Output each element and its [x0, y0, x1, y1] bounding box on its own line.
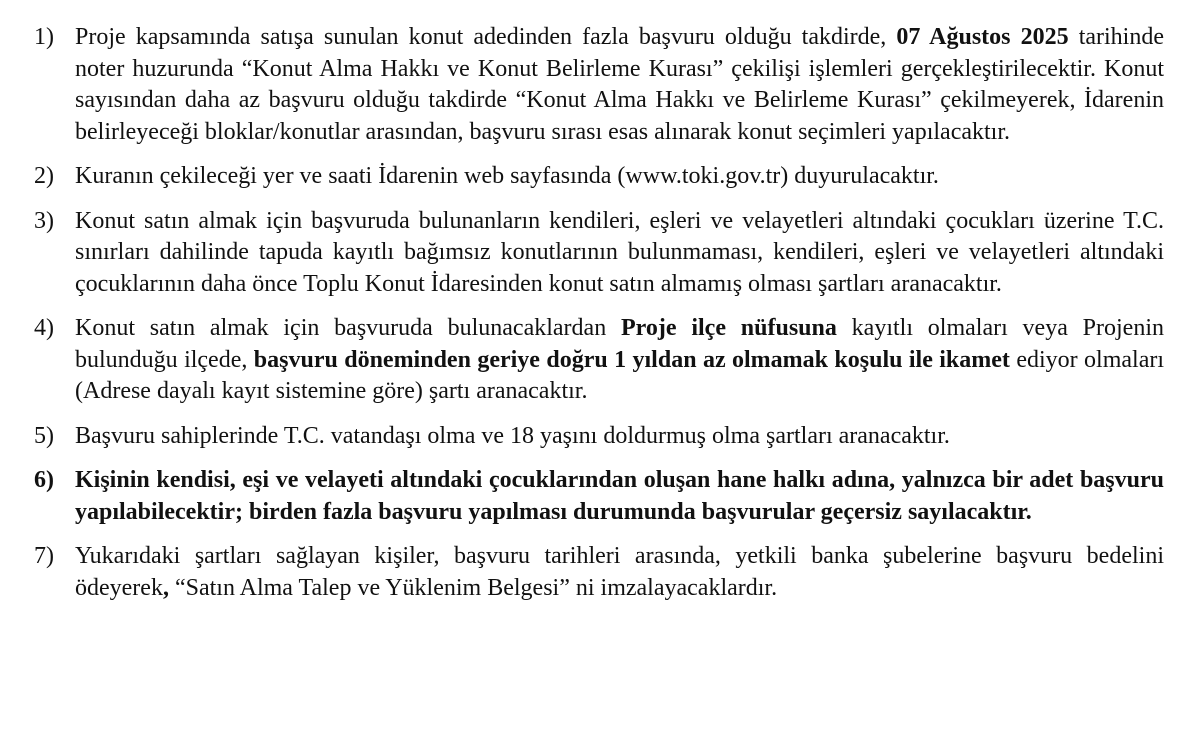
item-text [75, 22, 1164, 148]
item-number: 4) [34, 315, 54, 341]
list-item [34, 465, 1164, 528]
text-segment: Başvuru sahiplerinde T.C. vatandaşı olma ve 18 yaşını doldurmuş olma şartları aranacaktır. [75, 422, 950, 449]
bold-segment: , [162, 574, 169, 601]
item-number: 3) [34, 207, 54, 234]
bold-segment: Proje ilçe nüfusuna [621, 315, 837, 341]
draw-date: 07 Ağustos 2025 [896, 24, 1069, 50]
text-segment: tarihinde noter huzurunda “Konut Alma Hakkı ve Konut Belirleme Kurası” çekilişi işlemleri gerçekleştirilecektir. Konut sayısından daha az başvuru olduğu takdirde “Konut Alma Hakkı ve Belirleme Kurası” çekilmeyerek, İdarenin belirleyeceği bloklar/konutlar arasından, başvuru sırası esas alınarak konut seçimleri yapılacaktır. [75, 24, 1165, 145]
item-number: 7) [34, 543, 54, 569]
list-item [34, 541, 1164, 604]
item-text [75, 313, 1164, 408]
bold-segment: Kişinin kendisi, eşi ve velayeti altındaki çocuklarından oluşan hane halkı adına, yalnızca bir adet başvuru yapılabilecektir; birden fazla başvuru yapılması durumunda başvurular geçersiz sayılacaktır. [75, 467, 1164, 525]
text-segment: Yukarıdaki şartları sağlayan kişiler, başvuru tarihleri arasında, yetkili banka şubelerine başvuru bedelini ödeyerek [75, 543, 1164, 601]
list-item [34, 206, 1164, 301]
item-text [75, 206, 1164, 301]
text-segment: “Satın Alma Talep ve Yüklenim Belgesi” ni imzalayacaklardır. [168, 574, 778, 601]
text-segment: kayıtlı olmaları veya Projenin bulunduğu ilçede, [75, 315, 1164, 373]
item-number: 1) [34, 24, 54, 50]
item-text [75, 465, 1164, 528]
list-item [34, 22, 1164, 148]
text-segment: ediyor olmaları (Adrese dayalı kayıt sistemine göre) şartı aranacaktır. [75, 346, 1165, 404]
text-segment: Konut satın almak için başvuruda bulunacaklardan [75, 315, 622, 341]
item-text [75, 161, 1164, 193]
list-item [34, 313, 1164, 408]
text-segment: Konut satın almak için başvuruda bulunanların kendileri, eşleri ve velayetleri altındaki çocukları üzerine T.C. sınırları dahilinde tapuda kayıtlı bağımsız konutlarının bulunmaması, kendileri, eşleri ve velayetleri altındaki çocuklarının daha önce Toplu Konut İdaresinden konut satın almamış olması şartları aranacaktır. [75, 207, 1164, 297]
item-text [75, 541, 1164, 604]
item-number: 2) [34, 163, 54, 189]
text-segment: Kuranın çekileceği yer ve saati İdarenin web sayfasında (www.toki.gov.tr) duyurulacaktır. [75, 163, 939, 189]
list-item [34, 161, 1164, 193]
list-item [34, 421, 1164, 453]
bold-segment: başvuru döneminden geriye doğru 1 yıldan az olmamak koşulu ile ikamet [253, 346, 1010, 373]
item-number: 5) [34, 422, 54, 449]
text-segment: Proje kapsamında satışa sunulan konut adedinden fazla başvuru olduğu takdirde, [75, 24, 897, 50]
item-text [75, 421, 1164, 453]
item-number: 6) [34, 467, 54, 493]
